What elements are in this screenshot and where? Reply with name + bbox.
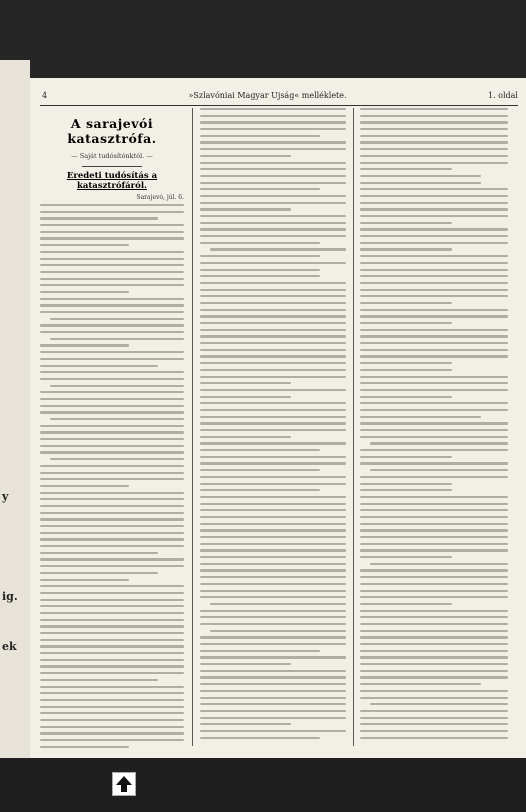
text-line: [360, 583, 508, 585]
text-line: [360, 429, 508, 431]
text-line: [40, 351, 184, 353]
text-line: [200, 315, 346, 317]
film-bottom-margin: [0, 758, 526, 812]
text-line: [40, 445, 184, 447]
text-line: [40, 344, 129, 346]
text-line: [360, 503, 508, 505]
text-line: [40, 632, 184, 634]
text-line: [200, 108, 346, 110]
section-title: Eredeti tudósítás a katasztrófáról.: [66, 171, 158, 191]
text-line: [360, 710, 508, 712]
text-line: [360, 215, 508, 217]
text-line: [200, 402, 346, 404]
page-header: [42, 88, 518, 102]
text-line: [200, 703, 346, 705]
text-line: [40, 719, 184, 721]
text-line: [40, 398, 184, 400]
text-line: [200, 309, 346, 311]
text-line: [200, 523, 346, 525]
text-line: [40, 411, 184, 413]
text-line: [200, 576, 346, 578]
text-line: [200, 543, 346, 545]
text-line: [360, 382, 508, 384]
text-line: [40, 599, 184, 601]
text-line: [360, 389, 508, 391]
text-line: [360, 175, 481, 177]
text-line: [40, 679, 158, 681]
text-line: [360, 188, 508, 190]
text-line: [200, 235, 346, 237]
text-line: [360, 630, 508, 632]
text-line: [200, 355, 346, 357]
fragment-1: y: [2, 490, 9, 503]
header-paper-name: »Szlavóniai Magyar Ujság« melléklete.: [188, 90, 347, 100]
text-line: [200, 529, 346, 531]
text-line: [360, 556, 452, 558]
text-line: [360, 483, 452, 485]
text-line: [40, 451, 184, 453]
text-line: [40, 665, 184, 667]
text-line: [40, 291, 129, 293]
text-line: [40, 712, 184, 714]
text-line: [40, 217, 158, 219]
text-line: [360, 362, 452, 364]
text-line: [200, 636, 346, 638]
text-line: [40, 686, 184, 688]
text-line: [40, 324, 184, 326]
text-line: [200, 162, 346, 164]
text-line: [40, 645, 184, 647]
text-line: [360, 590, 508, 592]
text-line: [40, 619, 184, 621]
text-line: [360, 141, 508, 143]
text-line: [360, 235, 508, 237]
text-line: [200, 269, 320, 271]
text-line: [40, 244, 129, 246]
text-line: [200, 155, 291, 157]
text-line: [200, 717, 346, 719]
text-line: [40, 438, 184, 440]
text-line: [50, 338, 184, 340]
text-line: [200, 115, 346, 117]
text-line: [200, 422, 346, 424]
text-line: [40, 472, 184, 474]
text-line: [40, 378, 184, 380]
text-line: [360, 416, 481, 418]
text-line: [360, 402, 508, 404]
text-line: [200, 228, 346, 230]
text-line: [200, 222, 346, 224]
text-line: [200, 342, 346, 344]
text-line: [200, 295, 346, 297]
text-line: [40, 659, 184, 661]
text-line: [200, 289, 346, 291]
text-line: [360, 436, 508, 438]
text-line: [360, 269, 508, 271]
text-line: [40, 699, 184, 701]
text-line: [40, 478, 184, 480]
text-line: [50, 318, 184, 320]
text-line: [360, 616, 508, 618]
text-line: [360, 128, 508, 130]
text-line: [360, 409, 508, 411]
text-line: [370, 703, 508, 705]
text-line: [360, 656, 508, 658]
text-line: [360, 289, 508, 291]
body-text: [360, 108, 508, 739]
text-line: [40, 505, 184, 507]
text-line: [360, 335, 508, 337]
text-line: [360, 155, 508, 157]
text-line: [210, 603, 346, 605]
text-line: [40, 518, 184, 520]
text-line: [40, 652, 184, 654]
text-line: [360, 610, 508, 612]
text-line: [200, 516, 346, 518]
text-line: [200, 723, 291, 725]
text-line: [40, 204, 184, 206]
text-line: [200, 462, 346, 464]
text-line: [40, 425, 184, 427]
text-line: [360, 342, 508, 344]
text-line: [40, 492, 184, 494]
text-line: [40, 365, 158, 367]
text-line: [360, 683, 481, 685]
text-line: [360, 509, 508, 511]
text-line: [360, 569, 508, 571]
text-line: [360, 262, 508, 264]
text-line: [360, 255, 508, 257]
text-line: [360, 208, 508, 210]
text-line: [200, 242, 320, 244]
text-line: [200, 456, 346, 458]
text-line: [200, 215, 346, 217]
text-line: [40, 258, 184, 260]
text-line: [360, 623, 508, 625]
text-line: [360, 222, 452, 224]
text-line: [200, 282, 346, 284]
text-line: [360, 376, 508, 378]
text-line: [40, 706, 184, 708]
text-line: [200, 349, 346, 351]
text-line: [200, 643, 346, 645]
text-line: [40, 251, 184, 253]
text-line: [40, 298, 184, 300]
text-line: [200, 416, 346, 418]
text-line: [40, 639, 184, 641]
text-line: [360, 516, 508, 518]
text-line: [200, 188, 320, 190]
text-line: [360, 717, 508, 719]
text-line: [200, 670, 346, 672]
text-line: [40, 304, 184, 306]
text-line: [40, 572, 158, 574]
text-line: [40, 465, 184, 467]
text-line: [360, 730, 508, 732]
header-rule: [40, 105, 518, 106]
text-line: [200, 730, 346, 732]
text-line: [360, 723, 508, 725]
text-line: [40, 231, 184, 233]
text-line: [40, 331, 184, 333]
column-1: [40, 108, 184, 748]
text-line: [40, 579, 129, 581]
text-line: [200, 202, 346, 204]
text-line: [200, 275, 320, 277]
text-line: [200, 483, 346, 485]
text-line: [360, 295, 508, 297]
text-line: [200, 503, 346, 505]
text-line: [50, 458, 184, 460]
text-line: [50, 418, 184, 420]
text-line: [360, 576, 508, 578]
text-line: [360, 690, 508, 692]
text-line: [40, 605, 184, 607]
text-line: [200, 436, 291, 438]
text-line: [200, 128, 346, 130]
article-subtitle: — Saját tudósítónktól. —: [71, 152, 153, 160]
text-line: [40, 224, 184, 226]
text-line: [360, 663, 508, 665]
text-line: [200, 376, 346, 378]
article-title: A sarajevói katasztrófa.: [67, 116, 157, 146]
text-line: [360, 549, 508, 551]
text-line: [360, 650, 508, 652]
text-line: [360, 242, 508, 244]
separator: [82, 166, 142, 167]
text-line: [200, 549, 346, 551]
text-line: [200, 583, 346, 585]
text-line: [360, 697, 508, 699]
text-line: [200, 610, 346, 612]
text-line: [40, 237, 184, 239]
text-line: [200, 322, 346, 324]
text-line: [200, 710, 346, 712]
text-line: [200, 469, 320, 471]
text-line: [200, 663, 291, 665]
text-line: [200, 449, 320, 451]
text-line: [370, 563, 508, 565]
text-line: [200, 683, 346, 685]
text-line: [200, 656, 346, 658]
text-line: [360, 309, 508, 311]
text-line: [200, 496, 346, 498]
text-line: [360, 108, 508, 110]
text-line: [40, 726, 184, 728]
text-line: [200, 536, 346, 538]
text-line: [360, 636, 508, 638]
text-line: [360, 275, 508, 277]
text-line: [360, 369, 452, 371]
text-line: [360, 162, 508, 164]
text-line: [360, 228, 508, 230]
text-line: [200, 208, 291, 210]
text-line: [370, 469, 508, 471]
text-line: [200, 396, 291, 398]
body-text: [200, 108, 346, 739]
text-line: [50, 385, 184, 387]
text-line: [360, 148, 508, 150]
text-line: [40, 746, 129, 748]
text-line: [40, 732, 184, 734]
text-line: [360, 529, 508, 531]
text-line: [40, 264, 184, 266]
text-line: [40, 739, 184, 741]
text-line: [360, 115, 508, 117]
text-line: [200, 175, 346, 177]
text-line: [360, 422, 508, 424]
text-line: [360, 603, 452, 605]
text-line: [40, 538, 184, 540]
text-line: [360, 329, 508, 331]
dateline: Sarajevó, júl. 6.: [136, 194, 184, 201]
text-line: [360, 168, 452, 170]
text-line: [200, 409, 346, 411]
text-line: [360, 449, 508, 451]
text-line: [200, 382, 291, 384]
text-line: [210, 630, 346, 632]
text-line: [360, 596, 508, 598]
text-line: [200, 650, 320, 652]
text-line: [40, 585, 184, 587]
text-line: [200, 590, 346, 592]
text-line: [200, 255, 320, 257]
text-line: [200, 335, 346, 337]
previous-page-edge: [0, 60, 30, 760]
text-line: [40, 358, 184, 360]
column-2: [200, 108, 346, 748]
text-line: [360, 489, 452, 491]
text-line: [200, 148, 346, 150]
fragment-3: ek: [2, 640, 17, 653]
text-line: [40, 592, 184, 594]
text-line: [360, 496, 508, 498]
text-line: [40, 525, 184, 527]
text-line: [200, 737, 320, 739]
text-line: [40, 692, 184, 694]
text-line: [200, 442, 346, 444]
text-line: [200, 563, 346, 565]
text-line: [360, 523, 508, 525]
text-line: [200, 389, 346, 391]
text-line: [200, 569, 346, 571]
text-line: [360, 643, 508, 645]
text-line: [40, 211, 184, 213]
text-line: [200, 195, 346, 197]
text-line: [370, 442, 508, 444]
text-line: [360, 737, 508, 739]
text-line: [360, 322, 452, 324]
text-line: [40, 498, 184, 500]
up-arrow-icon: [112, 772, 136, 796]
text-line: [40, 311, 184, 313]
text-line: [200, 168, 346, 170]
text-line: [360, 456, 452, 458]
text-line: [200, 121, 346, 123]
text-line: [200, 476, 346, 478]
text-line: [40, 278, 184, 280]
text-line: [200, 302, 346, 304]
column-divider: [353, 108, 354, 746]
text-line: [200, 596, 346, 598]
text-line: [360, 462, 508, 464]
text-line: [200, 135, 320, 137]
newspaper-page: [30, 78, 526, 758]
text-line: [200, 369, 346, 371]
text-line: [360, 670, 508, 672]
text-line: [200, 676, 346, 678]
header-page-label: 1. oldal: [487, 90, 518, 100]
text-line: [360, 676, 508, 678]
text-line: [200, 141, 346, 143]
text-line: [200, 182, 346, 184]
text-line: [40, 405, 184, 407]
text-line: [40, 284, 184, 286]
text-line: [360, 135, 508, 137]
text-line: [40, 558, 184, 560]
text-line: [40, 371, 184, 373]
text-line: [200, 509, 346, 511]
column-3: [360, 108, 508, 748]
text-line: [40, 431, 184, 433]
body-text: [40, 204, 184, 748]
text-line: [200, 616, 346, 618]
text-line: [360, 248, 452, 250]
text-line: [40, 625, 184, 627]
text-line: [40, 545, 184, 547]
text-line: [360, 396, 452, 398]
text-line: [40, 552, 158, 554]
column-divider: [192, 108, 193, 746]
text-line: [360, 536, 508, 538]
text-line: [360, 195, 508, 197]
text-line: [360, 543, 508, 545]
text-line: [360, 302, 452, 304]
text-line: [40, 512, 184, 514]
fragment-2: ig.: [2, 590, 18, 603]
text-line: [200, 690, 346, 692]
text-line: [360, 282, 508, 284]
text-line: [40, 391, 184, 393]
text-line: [200, 362, 346, 364]
text-line: [40, 612, 184, 614]
text-line: [40, 565, 184, 567]
text-line: [200, 489, 320, 491]
text-line: [40, 532, 184, 534]
text-line: [360, 349, 508, 351]
text-line: [360, 355, 508, 357]
text-line: [360, 121, 508, 123]
text-line: [210, 248, 346, 250]
text-line: [200, 556, 346, 558]
text-line: [200, 697, 346, 699]
text-line: [40, 485, 129, 487]
text-line: [200, 262, 346, 264]
text-line: [40, 672, 184, 674]
text-line: [360, 315, 508, 317]
text-line: [360, 182, 481, 184]
text-line: [200, 329, 346, 331]
text-line: [200, 623, 346, 625]
text-line: [360, 476, 508, 478]
text-line: [360, 202, 508, 204]
text-line: [40, 271, 184, 273]
header-page-number: 4: [42, 90, 48, 100]
text-line: [200, 429, 346, 431]
